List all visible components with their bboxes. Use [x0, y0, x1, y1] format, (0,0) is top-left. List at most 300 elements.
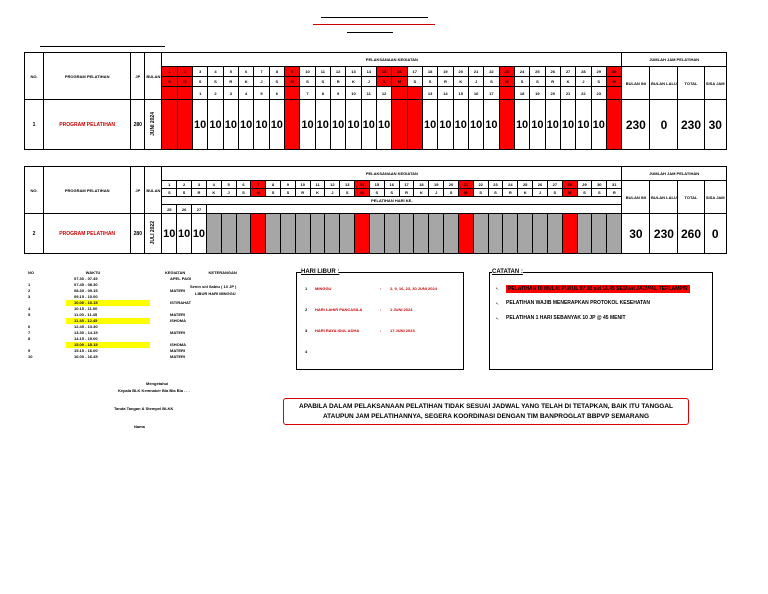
date-cell: 13: [340, 181, 355, 189]
date-cell: 22: [473, 181, 488, 189]
day-cell: J: [429, 189, 444, 197]
date-cell: 5: [223, 67, 238, 77]
row-bulan-lalu: 230: [650, 214, 678, 254]
jam-cell: 10: [545, 100, 560, 150]
date-cell: 2: [177, 67, 192, 77]
header-bulan-lalu: BULAN LALU: [650, 181, 678, 214]
jam-cell: 10: [315, 100, 330, 150]
schedule-kegiatan: APEL PAGI: [170, 276, 192, 281]
day-cell: S: [162, 77, 177, 87]
jam-cell: [251, 214, 266, 254]
jam-cell: 10: [484, 100, 499, 150]
header-total: TOTAL: [678, 67, 704, 100]
row-total: 260: [678, 214, 704, 254]
day-cell: S: [592, 189, 607, 197]
training-day-cell: [499, 87, 514, 100]
jam-cell: 10: [591, 100, 606, 150]
schedule-waktu: 07.30 - 07.45: [74, 276, 98, 281]
libur-name: HARI LAHIR PANCASILA: [315, 307, 363, 312]
day-cell: J: [325, 189, 340, 197]
row-sisa: 30: [704, 100, 726, 150]
training-day-cell: 11: [361, 87, 376, 100]
day-cell: S: [315, 77, 330, 87]
header-no: NO.: [25, 167, 44, 214]
jam-cell: [281, 214, 296, 254]
jam-cell: [295, 214, 310, 254]
date-cell: 26: [545, 67, 560, 77]
header-jumlah: JUMLAH JAM PELATIHAN: [622, 167, 727, 181]
day-cell: J: [576, 77, 591, 87]
training-day-cell: [518, 205, 533, 214]
row-bulan-ini: 230: [622, 100, 650, 150]
schedule-header-keterangan: KETERANGAN: [208, 270, 237, 275]
training-day-cell: [384, 205, 399, 214]
training-day-cell: 25: [162, 205, 177, 214]
training-day-cell: [429, 205, 444, 214]
date-cell: 19: [438, 67, 453, 77]
date-cell: 14: [355, 181, 370, 189]
day-cell: S: [376, 77, 391, 87]
day-cell: R: [545, 77, 560, 87]
training-day-cell: 13: [422, 87, 437, 100]
day-cell: M: [355, 189, 370, 197]
date-cell: 2: [177, 181, 192, 189]
libur-no: 1: [305, 286, 308, 291]
jam-cell: 10: [300, 100, 315, 150]
date-cell: 27: [560, 67, 575, 77]
notice-box: [283, 398, 689, 425]
training-day-cell: [407, 87, 422, 100]
date-cell: 8: [269, 67, 284, 77]
schedule-no: 7: [28, 330, 31, 335]
date-cell: 19: [429, 181, 444, 189]
jam-cell: [562, 214, 577, 254]
date-cell: 29: [591, 67, 606, 77]
title-line: [347, 32, 393, 33]
day-cell: K: [239, 77, 254, 87]
day-cell: S: [484, 77, 499, 87]
row-program: PROGRAM PELATIHAN: [44, 100, 131, 150]
mengetahui-label: Mengetahui: [146, 381, 169, 386]
jam-cell: 10: [346, 100, 361, 150]
schedule-header-waktu: WAKTU: [85, 270, 101, 275]
date-cell: 11: [315, 67, 330, 77]
jam-cell: 10: [514, 100, 529, 150]
date-cell: 31: [607, 181, 622, 189]
date-cell: 15: [376, 67, 391, 77]
header-jumlah: JUMLAH JAM PELATIHAN: [622, 53, 727, 67]
day-cell: S: [162, 189, 177, 197]
jam-cell: 10: [530, 100, 545, 150]
training-day-cell: [547, 205, 562, 214]
jam-cell: [473, 214, 488, 254]
jam-cell: [236, 214, 251, 254]
date-cell: 20: [453, 67, 468, 77]
training-day-cell: [458, 205, 473, 214]
jam-cell: [206, 214, 221, 254]
day-cell: S: [422, 77, 437, 87]
libur-date: 1 JUNI 2024: [390, 307, 413, 312]
training-day-cell: [473, 205, 488, 214]
day-cell: R: [295, 189, 310, 197]
title-line: [321, 17, 428, 18]
jam-cell: [503, 214, 518, 254]
jam-cell: [369, 214, 384, 254]
header-bulan: BULAN: [145, 167, 162, 214]
header-jp: JP: [131, 53, 145, 100]
date-cell: 9: [281, 181, 296, 189]
training-day-cell: 6: [269, 87, 284, 100]
date-cell: 28: [576, 67, 591, 77]
header-pelaksanaan: PELAKSANAAN KEGIATAN: [162, 167, 622, 181]
training-day-cell: [251, 205, 266, 214]
training-day-cell: [281, 205, 296, 214]
schedule-waktu: 14.15 - 15.00: [74, 336, 98, 341]
training-day-cell: [340, 205, 355, 214]
header-pelaksanaan: PELAKSANAAN KEGIATAN: [162, 53, 622, 67]
row-no: 2: [25, 214, 44, 254]
schedule-waktu: 12.45 - 13.30: [74, 324, 98, 329]
jam-cell: 10: [254, 100, 269, 150]
training-day-cell: [310, 205, 325, 214]
jam-cell: [325, 214, 340, 254]
jam-cell: 10: [376, 100, 391, 150]
training-day-cell: 18: [514, 87, 529, 100]
training-day-cell: 22: [576, 87, 591, 100]
jam-cell: [533, 214, 548, 254]
training-day-cell: [284, 87, 299, 100]
day-cell: S: [514, 77, 529, 87]
schedule-waktu: 15.00 - 15.15: [66, 342, 132, 348]
libur-colon: :: [380, 286, 382, 291]
schedule-kegiatan: MATERI: [170, 312, 186, 317]
jam-cell: 10: [239, 100, 254, 150]
jam-cell: [384, 214, 399, 254]
day-cell: K: [560, 77, 575, 87]
schedule-no: 3: [28, 294, 31, 299]
libur-no: 3: [305, 328, 308, 333]
notice-line-2: ATAUPUN JAM PELATIHANNYA, SEGERA KOORDINASI DENGAN TIM BANPROGLAT BBPVP SEMARANG: [322, 413, 650, 420]
day-cell: S: [384, 189, 399, 197]
training-day-cell: [295, 205, 310, 214]
day-cell: M: [606, 77, 621, 87]
date-cell: 12: [325, 181, 340, 189]
date-cell: 17: [399, 181, 414, 189]
training-day-cell: 20: [545, 87, 560, 100]
schedule-row: [28, 354, 268, 360]
header-no: NO.: [25, 53, 44, 100]
jam-cell: [177, 100, 192, 150]
row-no: 1: [25, 100, 44, 150]
date-cell: 23: [488, 181, 503, 189]
day-cell: M: [458, 189, 473, 197]
training-day-cell: [392, 87, 407, 100]
jam-cell: 10: [330, 100, 345, 150]
training-day-cell: [399, 205, 414, 214]
date-cell: 30: [592, 181, 607, 189]
date-cell: 10: [300, 67, 315, 77]
day-cell: M: [392, 77, 407, 87]
libur-no: 2: [305, 307, 308, 312]
jam-cell: 10: [192, 214, 207, 254]
day-cell: M: [499, 77, 514, 87]
day-cell: S: [236, 189, 251, 197]
date-cell: 17: [407, 67, 422, 77]
date-cell: 24: [503, 181, 518, 189]
training-day-cell: [562, 205, 577, 214]
training-day-cell: 27: [192, 205, 207, 214]
schedule-kegiatan: MATERI: [170, 354, 186, 359]
jam-cell: 10: [438, 100, 453, 150]
day-cell: K: [414, 189, 429, 197]
day-cell: J: [361, 77, 376, 87]
day-cell: R: [607, 189, 622, 197]
training-day-cell: 14: [438, 87, 453, 100]
jam-cell: [266, 214, 281, 254]
day-cell: R: [192, 189, 207, 197]
schedule-kegiatan: MATERI: [170, 288, 186, 293]
jam-cell: [429, 214, 444, 254]
day-cell: S: [547, 189, 562, 197]
schedule-no: 10: [28, 354, 33, 359]
date-cell: 16: [392, 67, 407, 77]
date-cell: 4: [208, 67, 223, 77]
schedule-no: 6: [28, 324, 31, 329]
jam-cell: [488, 214, 503, 254]
training-day-cell: [414, 205, 429, 214]
date-cell: 7: [254, 67, 269, 77]
date-cell: 16: [384, 181, 399, 189]
date-cell: 5: [221, 181, 236, 189]
date-cell: 21: [458, 181, 473, 189]
catatan-title: CATATAN :: [492, 269, 523, 275]
day-cell: S: [488, 189, 503, 197]
date-cell: 29: [577, 181, 592, 189]
date-cell: 3: [193, 67, 208, 77]
schedule-waktu: 10.15 - 11.00: [74, 306, 98, 311]
jam-cell: [399, 214, 414, 254]
jam-cell: [221, 214, 236, 254]
training-day-cell: [266, 205, 281, 214]
schedule-no: 8: [28, 336, 31, 341]
jam-cell: [518, 214, 533, 254]
jam-cell: [499, 100, 514, 150]
header-total: TOTAL: [678, 181, 704, 214]
training-day-cell: [355, 205, 370, 214]
training-day-cell: 21: [560, 87, 575, 100]
training-day-cell: 2: [208, 87, 223, 100]
training-day-cell: 3: [223, 87, 238, 100]
date-cell: 21: [468, 67, 483, 77]
date-cell: 7: [251, 181, 266, 189]
training-day-cell: 17: [484, 87, 499, 100]
training-day-cell: [236, 205, 251, 214]
date-cell: 15: [369, 181, 384, 189]
row-program: PROGRAM PELATIHAN: [44, 214, 131, 254]
day-cell: R: [399, 189, 414, 197]
schedule-kegiatan: ISHOMA: [170, 342, 186, 347]
day-cell: K: [518, 189, 533, 197]
header-bulan-ini: BULAN INI: [622, 67, 650, 100]
jam-cell: 10: [208, 100, 223, 150]
training-day-cell: 7: [300, 87, 315, 100]
jam-cell: 10: [576, 100, 591, 150]
day-cell: S: [369, 189, 384, 197]
training-day-cell: [592, 205, 607, 214]
day-cell: M: [251, 189, 266, 197]
day-cell: K: [346, 77, 361, 87]
training-day-cell: 19: [530, 87, 545, 100]
schedule-table-june: [24, 52, 727, 150]
header-bulan-ini: BULAN INI: [622, 181, 650, 214]
row-bulan-ini: 30: [622, 214, 650, 254]
jam-cell: [414, 214, 429, 254]
header-bulan: BULAN: [145, 53, 162, 100]
header-sisa-jam: SISA JAM: [704, 181, 726, 214]
jam-cell: [310, 214, 325, 254]
training-day-cell: 1: [193, 87, 208, 100]
training-day-cell: 15: [453, 87, 468, 100]
title-line: [313, 24, 435, 25]
jam-cell: 10: [560, 100, 575, 150]
subtitle-line: [40, 46, 165, 47]
schedule-no: 2: [28, 288, 31, 293]
date-cell: 9: [284, 67, 299, 77]
schedule-waktu: 07.45 - 08.30: [74, 282, 98, 287]
day-cell: S: [340, 189, 355, 197]
schedule-waktu: 08.30 - 09.15: [74, 288, 98, 293]
schedule-no: 9: [28, 348, 31, 353]
libur-no: 4: [305, 349, 308, 354]
libur-name: HARI RAYA IDUL ADHA: [315, 328, 360, 333]
row-sisa: 0: [704, 214, 726, 254]
day-cell: R: [503, 189, 518, 197]
keterangan-2: LIBUR HARI MINGGU: [195, 291, 236, 296]
row-total: 230: [678, 100, 704, 150]
jam-cell: 10: [269, 100, 284, 150]
day-cell: S: [177, 189, 192, 197]
catatan-bullet: *.: [496, 286, 499, 291]
jam-cell: 10: [453, 100, 468, 150]
date-cell: 26: [533, 181, 548, 189]
header-program: PROGRAM PELATIHAN: [44, 53, 131, 100]
day-cell: S: [444, 189, 459, 197]
header-jp: JP: [131, 167, 145, 214]
date-cell: 1: [162, 67, 177, 77]
date-cell: 18: [414, 181, 429, 189]
ttd-label: Tanda Tangan & Stempel BLKK: [114, 406, 174, 411]
keterangan-1: Senin s/d Sabtu ( 10 JP ): [190, 284, 237, 289]
day-cell: M: [562, 189, 577, 197]
date-cell: 4: [206, 181, 221, 189]
day-cell: S: [193, 77, 208, 87]
day-cell: M: [284, 77, 299, 87]
day-cell: S: [266, 189, 281, 197]
row-bulan: [145, 214, 162, 254]
row-bulan: [145, 100, 162, 150]
jam-cell: [577, 214, 592, 254]
schedule-waktu: 09.15 - 10.00: [74, 294, 98, 299]
day-cell: R: [330, 77, 345, 87]
day-cell: K: [310, 189, 325, 197]
row-bulan-label: JULI 2022: [150, 221, 157, 245]
training-day-cell: 8: [315, 87, 330, 100]
training-day-cell: 12: [376, 87, 391, 100]
day-cell: J: [468, 77, 483, 87]
schedule-kegiatan: ISHOMA: [170, 318, 186, 323]
training-day-cell: [488, 205, 503, 214]
schedule-waktu: 13.30 - 14.15: [74, 330, 98, 335]
schedule-kegiatan: MATERI: [170, 330, 186, 335]
date-cell: 12: [330, 67, 345, 77]
schedule-no: 1: [28, 282, 31, 287]
training-day-cell: [607, 205, 622, 214]
training-day-cell: [577, 205, 592, 214]
hari-libur-title: HARI LIBUR :: [301, 269, 340, 275]
date-cell: 25: [518, 181, 533, 189]
training-day-cell: [221, 205, 236, 214]
training-day-cell: 5: [254, 87, 269, 100]
jam-cell: [606, 100, 621, 150]
header-bulan-lalu: BULAN LALU: [650, 67, 678, 100]
kepala-label: Kepala BLK Kemnaker Bla Bla Bla . . .: [118, 388, 190, 393]
header-sisa-jam: SISA JAM: [704, 67, 726, 100]
jam-cell: 10: [361, 100, 376, 150]
schedule-no: 4: [28, 306, 31, 311]
date-cell: 23: [499, 67, 514, 77]
training-day-cell: 9: [330, 87, 345, 100]
date-cell: 27: [547, 181, 562, 189]
date-cell: 10: [295, 181, 310, 189]
schedule-header-no: NO: [28, 270, 34, 275]
catatan-item: PELATIHAN DI MULAI PUKUL 07.30 s/d 16.45 SESUAI JADWAL TERLAMPIR: [508, 286, 688, 292]
date-cell: 30: [606, 67, 621, 77]
schedule-kegiatan: ISTIRAHAT: [170, 300, 192, 305]
jam-cell: 10: [468, 100, 483, 150]
pelatihan-hari-label: PELATIHAN HARI KE-: [162, 197, 622, 205]
date-cell: 25: [530, 67, 545, 77]
libur-date: 17 JUNI 2023: [390, 328, 415, 333]
day-cell: S: [407, 77, 422, 87]
training-day-cell: 4: [239, 87, 254, 100]
day-cell: K: [453, 77, 468, 87]
date-cell: 20: [444, 181, 459, 189]
notice-line-1: APABILA DALAM PELAKSANAAN PELATIHAN TIDAK SESUAI JADWAL YANG TELAH DI TETAPKAN, BAIK ITU TANGGAL: [299, 403, 673, 410]
catatan-bullet: *.: [496, 301, 499, 306]
schedule-header-kegiatan: KEGIATAN: [164, 270, 186, 275]
libur-date: 2, 9, 16, 23, 30 JUNI 2024: [390, 286, 437, 291]
day-cell: S: [300, 77, 315, 87]
date-cell: 14: [361, 67, 376, 77]
date-cell: 8: [266, 181, 281, 189]
jam-cell: [340, 214, 355, 254]
date-cell: 6: [236, 181, 251, 189]
date-cell: 28: [562, 181, 577, 189]
day-cell: S: [530, 77, 545, 87]
schedule-kegiatan: MATERI: [170, 348, 186, 353]
schedule-waktu: 16.00 - 16.45: [74, 354, 98, 359]
date-cell: 6: [239, 67, 254, 77]
catatan-box: [489, 269, 713, 370]
jam-cell: [392, 100, 407, 150]
jam-cell: [592, 214, 607, 254]
training-day-cell: [325, 205, 340, 214]
catatan-bullet: *.: [496, 316, 499, 321]
schedule-waktu: 11.45 - 12.45: [66, 318, 132, 324]
day-cell: J: [533, 189, 548, 197]
training-day-cell: [533, 205, 548, 214]
day-cell: R: [223, 77, 238, 87]
